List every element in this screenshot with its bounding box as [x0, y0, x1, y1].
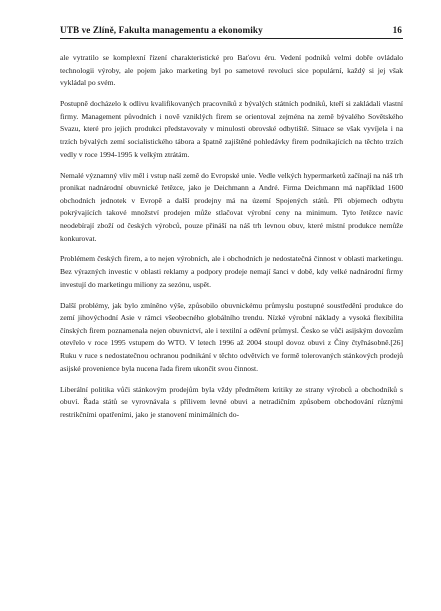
paragraph: Liberální politika vůči stánkovým prodejům byla vždy předmětem kritiky ze strany výrobců a obchodníků s obuví. Řada států se vyrovnávala s přílivem levné obuvi a netradičním způsobem obchodování různými restrikčními opatřeními, jako je stanovení minimálních do- — [60, 384, 403, 419]
header-title: UTB ve Zlíně, Fakulta managementu a ekonomiky — [60, 25, 263, 35]
paragraph: Nemalé významný vliv měl i vstup naší země do Evropské unie. Vedle velkých hypermarketů začínají na náš trh pronikat nadnárodní obuvnické řetězce, jako je Deichmann a André. Firma Deichmann má například 1600 obchodních jednotek v Evropě a další prodejny má na území Spojených států. Při objemech odbytu pokrývajících takové množství prodejen může stlačovat výrobní ceny na minimum. Tyto řetězce navíc neodebírají zboží od českých výrobců, pouze přináší na náš trh levnou obuv, které místní produkce nemůže konkurovat. — [60, 170, 403, 243]
body-text — [60, 52, 403, 430]
running-header — [60, 25, 402, 35]
paragraph: Další problémy, jak bylo zmíněno výše, způsobilo obuvnickému průmyslu postupné soustředění produkce do zemí jihovýchodní Asie v rámci všeobecného globálního trendu. Nízké výrobní náklady a vysoká flexibilita čínských firem poznamenala nejen obuvnictví, ale i textilní a oděvní průmysl. Česko se vůči asijským dovozům otevřelo v roce 1995 vstupem do WTO. V letech 1996 až 2004 stoupl dovoz obuvi z Číny čtyřnásobně.[26] Ruku v ruce s nedostatečnou ochranou podnikání v těchto odvětvích ve formě tolerovaných stánkových prodejů asijské provenience byla nucena řada firem ukončit svou činnost. — [60, 300, 403, 373]
header-rule — [60, 38, 403, 39]
page-number: 16 — [392, 25, 402, 35]
paragraph: ale vytratilo se komplexní řízení charakteristické pro Baťovu éru. Vedení podniků velmi dobře ovládalo technologii výroby, ale pojem jako marketing byl po sametové revoluci sice populární, každý si jej však vykládal po svém. — [60, 53, 403, 88]
paragraph: Problémem českých firem, a to nejen výrobních, ale i obchodních je nedostatečná činnost v oblasti marketingu. Bez výrazných investic v oblasti reklamy a podpory prodeje nemají šanci v době, kdy velké nadnárodní firmy investují do marketingu miliony za sezónu, uspět. — [60, 254, 403, 289]
paragraph: Postupně docházelo k odlivu kvalifikovaných pracovníků z bývalých státních podniků, kteří si zakládali vlastní firmy. Management původních i nově vzniklých firem se orientoval zejména na země bývalého Sovětského Svazu, které pro jejich produkci představovaly v minulosti obrovské odbytiště. Situace se však vyvíjela i na trzích bývalých zemí socialistického tábora a špatně zajištěné pohledávky firem podnikajících na těchto trzích vedly v roce 1994-1995 k velkým ztrátám. — [60, 99, 403, 159]
